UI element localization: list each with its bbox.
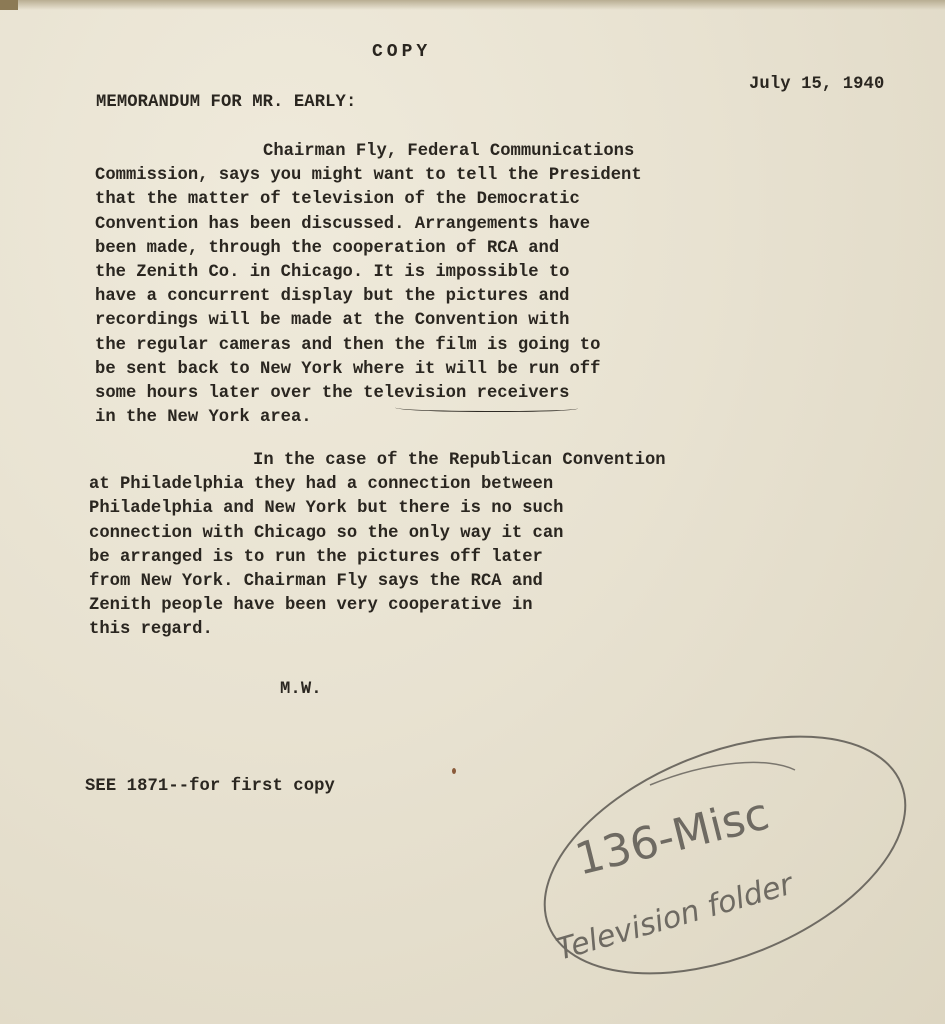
paragraph-line: In the case of the Republican Convention (253, 451, 666, 470)
annotation-line-1: 136-Misc (570, 788, 774, 886)
signature-initials: M.W. (280, 680, 322, 699)
paragraph-line: the regular cameras and then the film is going to (95, 335, 601, 355)
paragraph-line: at Philadelphia they had a connection between (89, 475, 554, 495)
body-paragraph-1 (95, 140, 642, 430)
document-date: July 15, 1940 (749, 75, 885, 94)
paragraph-line: connection with Chicago so the only way it can (89, 523, 564, 543)
paragraph-line: been made, through the cooperation of RCA and (95, 238, 560, 258)
paragraph-line: Commission, says you might want to tell the President (95, 166, 642, 186)
paragraph-line: some hours later over the television receivers (95, 384, 570, 404)
body-paragraph-2 (89, 449, 666, 643)
document-heading: COPY (372, 42, 432, 62)
paragraph-line: Philadelphia and New York but there is no such (89, 499, 564, 519)
paragraph-line: that the matter of television of the Democratic (95, 190, 580, 210)
paragraph-line: Chairman Fly, Federal Communications (263, 142, 635, 161)
memo-addressee: MEMORANDUM FOR MR. EARLY: (96, 93, 357, 112)
paragraph-line: be sent back to New York where it will be run off (95, 359, 601, 379)
footer-reference: SEE 1871--for first copy (85, 777, 335, 796)
annotation-line-2: Television folder (552, 866, 797, 968)
paragraph-line: the Zenith Co. in Chicago. It is impossible to (95, 263, 570, 283)
handwritten-annotation (520, 735, 920, 995)
paragraph-line: in the New York area. (95, 408, 312, 428)
paragraph-line: be arranged is to run the pictures off later (89, 547, 543, 567)
paragraph-line: recordings will be made at the Convention with (95, 311, 570, 331)
paragraph-line: from New York. Chairman Fly says the RCA and (89, 572, 543, 592)
paragraph-line: Zenith people have been very cooperative in (89, 596, 533, 616)
ink-spot (452, 768, 456, 774)
handwritten-underline (395, 403, 578, 412)
paragraph-line: Convention has been discussed. Arrangements have (95, 214, 591, 234)
paragraph-line: have a concurrent display but the pictures and (95, 287, 570, 307)
page-corner (0, 0, 18, 10)
paragraph-line: this regard. (89, 620, 213, 640)
